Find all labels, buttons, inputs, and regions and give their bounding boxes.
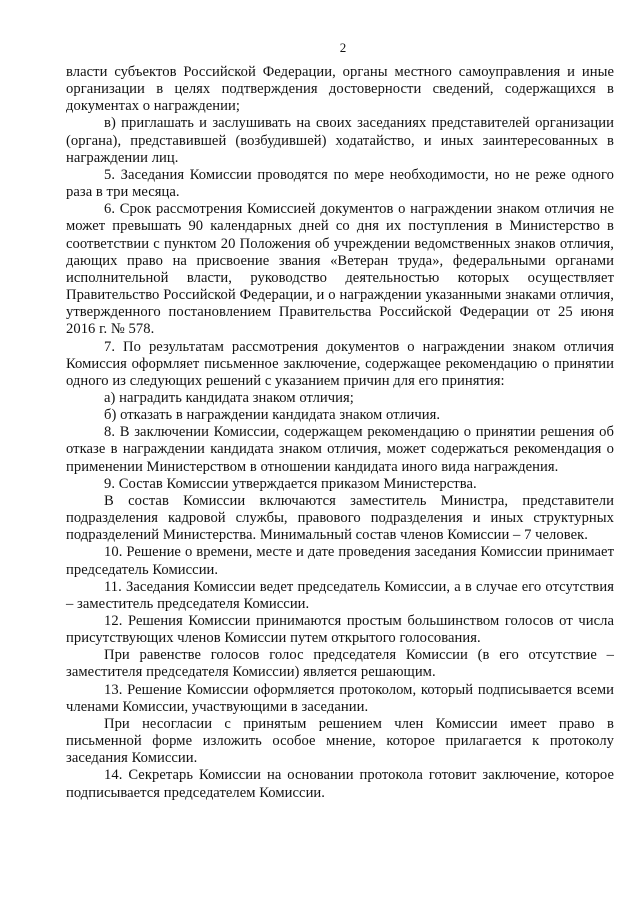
paragraph-5: 5. Заседания Комиссии проводятся по мере необходимости, но не реже одного раза в три месяца. [66, 166, 614, 201]
paragraph-12-tie: При равенстве голосов голос председателя Комиссии (в его отсутствие – заместителя председателя Комиссии) является решающим. [66, 647, 614, 681]
paragraph-12: 12. Решения Комиссии принимаются простым большинством голосов от числа присутствующих членов Комиссии путем открытого голосования. [66, 613, 614, 647]
paragraph-13-dissent: При несогласии с принятым решением член Комиссии имеет право в письменной форме изложить особое мнение, которое прилагается к протоколу заседания Комиссии. [66, 715, 614, 767]
paragraph-14: 14. Секретарь Комиссии на основании протокола готовит заключение, которое подписывается председателем Комиссии. [66, 767, 614, 801]
paragraph-13: 13. Решение Комиссии оформляется протоколом, который подписывается всеми членами Комиссии, участвующими в заседании. [66, 681, 614, 715]
paragraph-7: 7. По результатам рассмотрения документов о награждении знаком отличия Комиссия оформляет письменное заключение, содержащее рекомендацию о принятии одного из следующих решений с указанием причин для его принятия: [66, 338, 614, 389]
paragraph-10: 10. Решение о времени, месте и дате проведения заседания Комиссии принимает председатель Комиссии. [66, 544, 614, 578]
paragraph-7-a: а) наградить кандидата знаком отличия; [104, 389, 354, 406]
page-number: 2 [339, 40, 347, 55]
paragraph-6: 6. Срок рассмотрения Комиссией документов о награждении знаком отличия не может превышать 90 календарных дней со дня их поступления в Министерство в соответствии с пунктом 20 Положения об учреждении ведомственных знаков отличия, дающих право на присвоение звания «Ветеран труда», федеральными органами исполнительной власти, руководство деятельностью которых осуществляет Правительство Российской Федерации, и о награждении указанными знаками отличия, утвержденного постановлением Правительства Российской Федерации от 25 июня 2016 г. № 578. [66, 201, 614, 338]
paragraph-7-b: б) отказать в награждении кандидата знаком отличия. [104, 407, 441, 424]
paragraph-item-v: в) приглашать и заслушивать на своих заседаниях представителей организации (органа), представившей (возбудившей) ходатайство, и иных заинтересованных в награждении лиц. [66, 115, 614, 166]
paragraph-continuation: власти субъектов Российской Федерации, органы местного самоуправления и иные организации в целях подтверждения достоверности сведений, содержащихся в документах о награждении; [66, 64, 614, 115]
paragraph-9-composition: В состав Комиссии включаются заместитель Министра, представители подразделения кадровой службы, правового подразделения и иных структурных подразделений Министерства. Минимальный состав членов Комиссии – 7 человек. [66, 492, 614, 544]
paragraph-8: 8. В заключении Комиссии, содержащем рекомендацию о принятии решения об отказе в награждении кандидата знаком отличия, может содержаться рекомендация о применении Министерством в отношении кандидата иного вида награждения. [66, 424, 614, 475]
paragraph-9: 9. Состав Комиссии утверждается приказом Министерства. [104, 475, 477, 492]
paragraph-11: 11. Заседания Комиссии ведет председатель Комиссии, а в случае его отсутствия – заместитель председателя Комиссии. [66, 578, 614, 612]
